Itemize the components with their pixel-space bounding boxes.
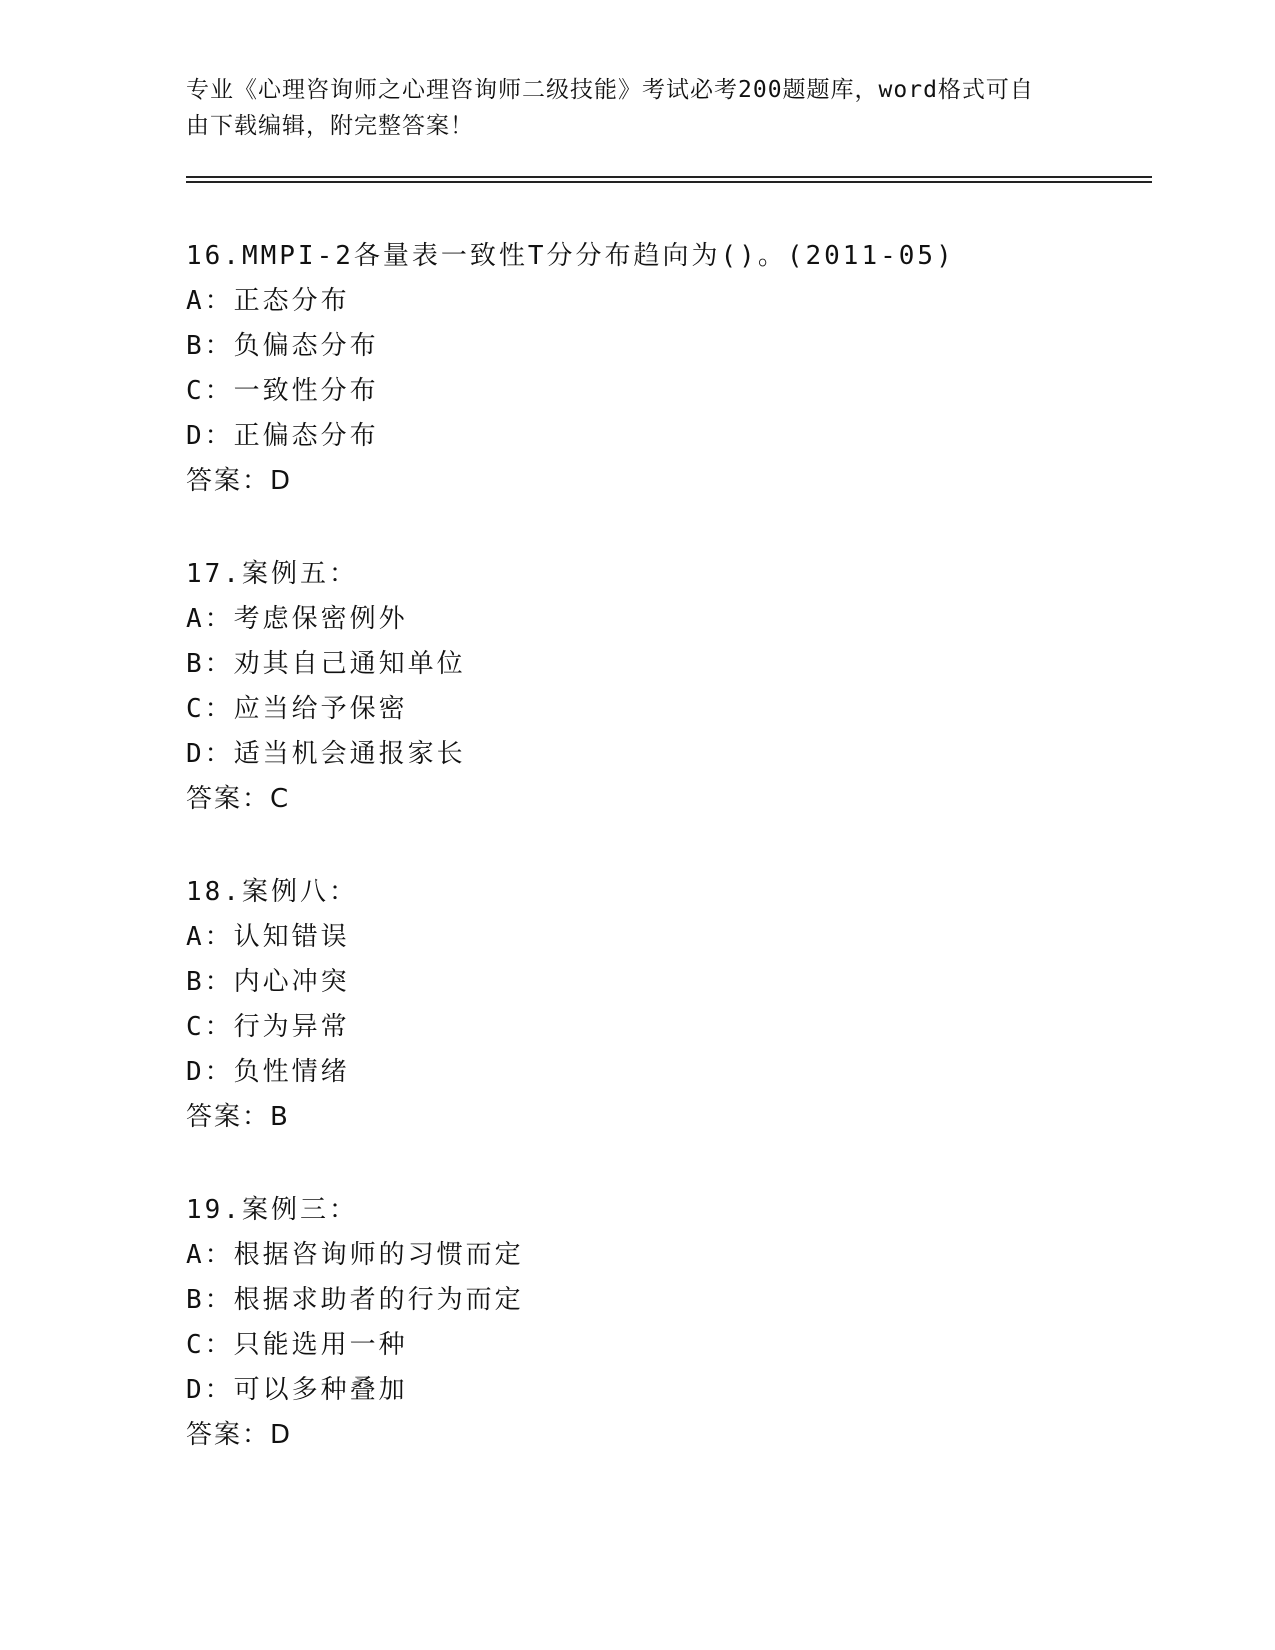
document-header [186,72,1066,144]
question-19 [186,1188,1146,1458]
answer-label: 答案：D [186,1420,293,1450]
option-c: C：一致性分布 [186,376,379,406]
option-a: A：正态分布 [186,286,350,316]
option-c: C：应当给予保密 [186,694,408,724]
answer-label: 答案：C [186,784,291,814]
option-b: B：劝其自己通知单位 [186,649,466,679]
option-a: A：根据咨询师的习惯而定 [186,1240,524,1270]
answer-label: 答案：D [186,466,293,496]
option-d: D：负性情绪 [186,1057,350,1087]
question-17 [186,552,1146,822]
question-stem: 16.MMPI-2各量表一致性T分分布趋向为()。(2011-05) [186,241,955,271]
option-b: B：根据求助者的行为而定 [186,1285,524,1315]
option-b: B：负偏态分布 [186,331,379,361]
option-b: B：内心冲突 [186,967,350,997]
question-16 [186,234,1146,504]
option-c: C：只能选用一种 [186,1330,408,1360]
option-a: A：认知错误 [186,922,350,952]
answer-label: 答案：B [186,1102,290,1132]
intro-line-2: 由下载编辑，附完整答案！ [186,113,474,139]
option-a: A：考虑保密例外 [186,604,408,634]
option-d: D：可以多种叠加 [186,1375,408,1405]
question-stem: 17.案例五： [186,559,358,589]
option-d: D：适当机会通报家长 [186,739,466,769]
header-divider-bottom [186,181,1152,183]
intro-line-1: 专业《心理咨询师之心理咨询师二级技能》考试必考200题题库，word格式可自 [186,77,1034,103]
header-divider-top [186,176,1152,178]
question-18 [186,870,1146,1140]
question-stem: 19.案例三： [186,1195,358,1225]
option-d: D：正偏态分布 [186,421,379,451]
question-stem: 18.案例八： [186,877,358,907]
option-c: C：行为异常 [186,1012,350,1042]
